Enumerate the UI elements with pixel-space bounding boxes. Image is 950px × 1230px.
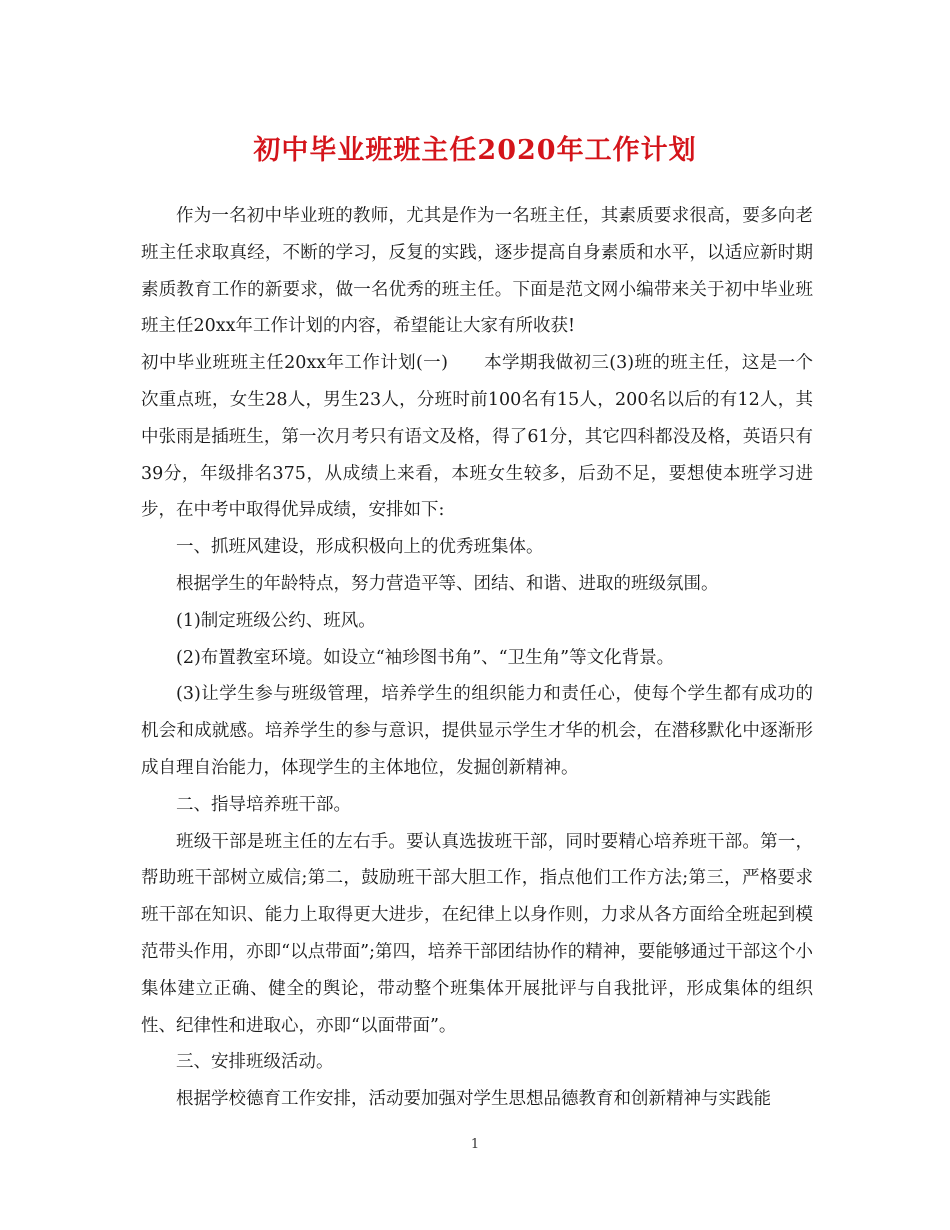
paragraph: 班级干部是班主任的左右手。要认真选拔班干部，同时要精心培养班干部。第一，帮助班干部树立威信;第二，鼓励班干部大胆工作，指点他们工作方法;第三，严格要求班干部在知识、能力上取得更大进步，在纪律上以身作则，力求从各方面给全班起到模范带头作用，亦即“以点带面”;第四，培养干部团结协作的精神，要能够通过干部这个小集体建立正确、健全的舆论，带动整个班集体开展批评与自我批评，形成集体的组织性、纪律性和进取心，亦即“以面带面”。 xyxy=(141,831,813,1036)
paragraph-intro: 作为一名初中毕业班的教师，尤其是作为一名班主任，其素质要求很高，要多向老班主任求取真经，不断的学习，反复的实践，逐步提高自身素质和水平，以适应新时期素质教育工作的新要求，做一名优秀的班主任。下面是范文网小编带来关于初中毕业班班主任20xx年工作计划的内容，希望能让大家有所收获! xyxy=(141,206,813,337)
paragraph: 根据学生的年龄特点，努力营造平等、团结、和谐、进取的班级氛围。 xyxy=(176,573,719,594)
document-title: 初中毕业班班主任2020年工作计划 xyxy=(253,135,697,166)
list-item: (3)让学生参与班级管理，培养学生的组织能力和责任心，使每个学生都有成功的机会和成就感。培养学生的参与意识，提供显示学生才华的机会，在潜移默化中逐渐形成自理自治能力，体现学生的主体地位，发掘创新精神。 xyxy=(141,684,813,778)
list-item: (1)制定班级公约、班风。 xyxy=(176,610,376,631)
document-body xyxy=(141,198,813,1118)
heading-section-one: 一、抓班风建设，形成积极向上的优秀班集体。 xyxy=(176,537,544,558)
heading-section-three: 三、安排班级活动。 xyxy=(176,1052,334,1073)
paragraph-plan-one: 初中毕业班班主任20xx年工作计划(一) 本学期我做初三(3)班的班主任，这是一个次重点班，女生28人，男生23人，分班时前100名有15人，200名以后的有12人，其中张雨是插班生，第一次月考只有语文及格，得了61分，其它四科都没及格，英语只有39分，年级排名375，从成绩上来看，本班女生较多，后劲不足，要想使本班学习进步，在中考中取得优异成绩，安排如下: xyxy=(141,353,813,521)
paragraph: 根据学校德育工作安排，活动要加强对学生思想品德教育和创新精神与实践能 xyxy=(176,1089,771,1110)
list-item: (2)布置教室环境。如设立“袖珍图书角”、“卫生角”等文化背景。 xyxy=(176,647,675,668)
page-number: 1 xyxy=(470,1137,480,1152)
heading-section-two: 二、指导培养班干部。 xyxy=(176,794,351,815)
